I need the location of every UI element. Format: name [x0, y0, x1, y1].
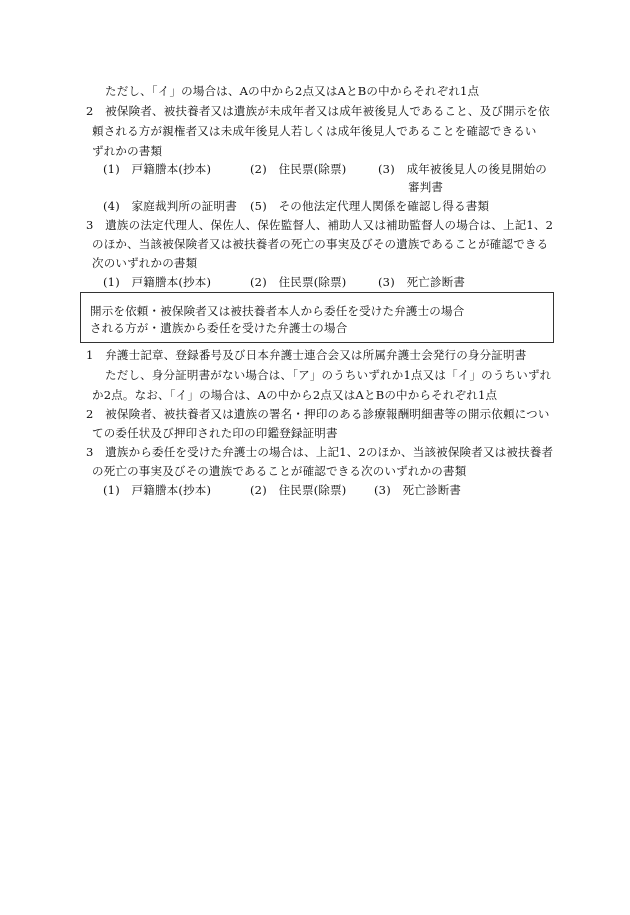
item3-doc3: (3) 死亡診断書: [378, 275, 466, 289]
proviso-note: ただし、「イ」の場合は、Aの中から2点又はAとBの中からそれぞれ1点: [105, 84, 480, 98]
item2-doc1: (1) 戸籍謄本(抄本): [103, 162, 212, 176]
lawyer-item1-line1: 1 弁護士記章、登録番号及び日本弁護士連合会又は所属弁護士会発行の身分証明書: [86, 348, 527, 362]
item2-line2: 頼される方が親権者又は未成年後見人若しくは成年後見人であることを確認できるい: [92, 124, 537, 138]
item2-doc5: (5) その他法定代理人関係を確認し得る書類: [250, 199, 490, 213]
lawyer-item3-line1: 3 遺族から委任を受けた弁護士の場合は、上記1、2のほか、当該被保険者又は被扶養者: [86, 445, 554, 459]
item2-doc2: (2) 住民票(除票): [250, 162, 347, 176]
item3-doc1: (1) 戸籍謄本(抄本): [103, 275, 212, 289]
requester-box-line2: される方が・遺族から委任を受けた弁護士の場合: [90, 321, 348, 335]
item3-doc2: (2) 住民票(除票): [250, 275, 347, 289]
requester-box: [80, 292, 554, 343]
lawyer-item2-line2: ての委任状及び押印された印の印鑑登録証明書: [92, 426, 338, 440]
lawyer-item3-doc1: (1) 戸籍謄本(抄本): [103, 483, 212, 497]
lawyer-item2-line1: 2 被保険者、被扶養者又は遺族の署名・押印のある診療報酬明細書等の開示依頼につい: [86, 407, 550, 421]
lawyer-item1-line2: ただし、身分証明書がない場合は、「ア」のうちいずれか1点又は「イ」のうちいずれ: [105, 368, 552, 382]
item2-line3: ずれかの書類: [92, 144, 163, 158]
requester-box-line1: 開示を依頼・被保険者又は被扶養者本人から委任を受けた弁護士の場合: [90, 304, 465, 318]
item2-doc4: (4) 家庭裁判所の証明書: [103, 199, 237, 213]
lawyer-item3-doc2: (2) 住民票(除票): [250, 483, 347, 497]
item3-line2: のほか、当該被保険者又は被扶養者の死亡の事実及びその遺族であることが確認できる: [92, 237, 549, 251]
lawyer-item3-line2: の死亡の事実及びその遺族であることが確認できる次のいずれかの書類: [92, 464, 467, 478]
lawyer-item3-doc3: (3) 死亡診断書: [374, 483, 462, 497]
item2-line1: 2 被保険者、被扶養者又は遺族が未成年者又は成年被後見人であること、及び開示を依: [86, 104, 550, 118]
item3-line3: 次のいずれかの書類: [92, 256, 198, 270]
item3-line1: 3 遺族の法定代理人、保佐人、保佐監督人、補助人又は補助監督人の場合は、上記1、2: [86, 218, 554, 232]
lawyer-item1-line3: か2点。なお、「イ」の場合は、Aの中から2点又はAとBの中からそれぞれ1点: [92, 388, 498, 402]
item2-doc3: (3) 成年被後見人の後見開始の: [378, 162, 547, 176]
item2-doc3-continued: 審判書: [408, 180, 444, 194]
